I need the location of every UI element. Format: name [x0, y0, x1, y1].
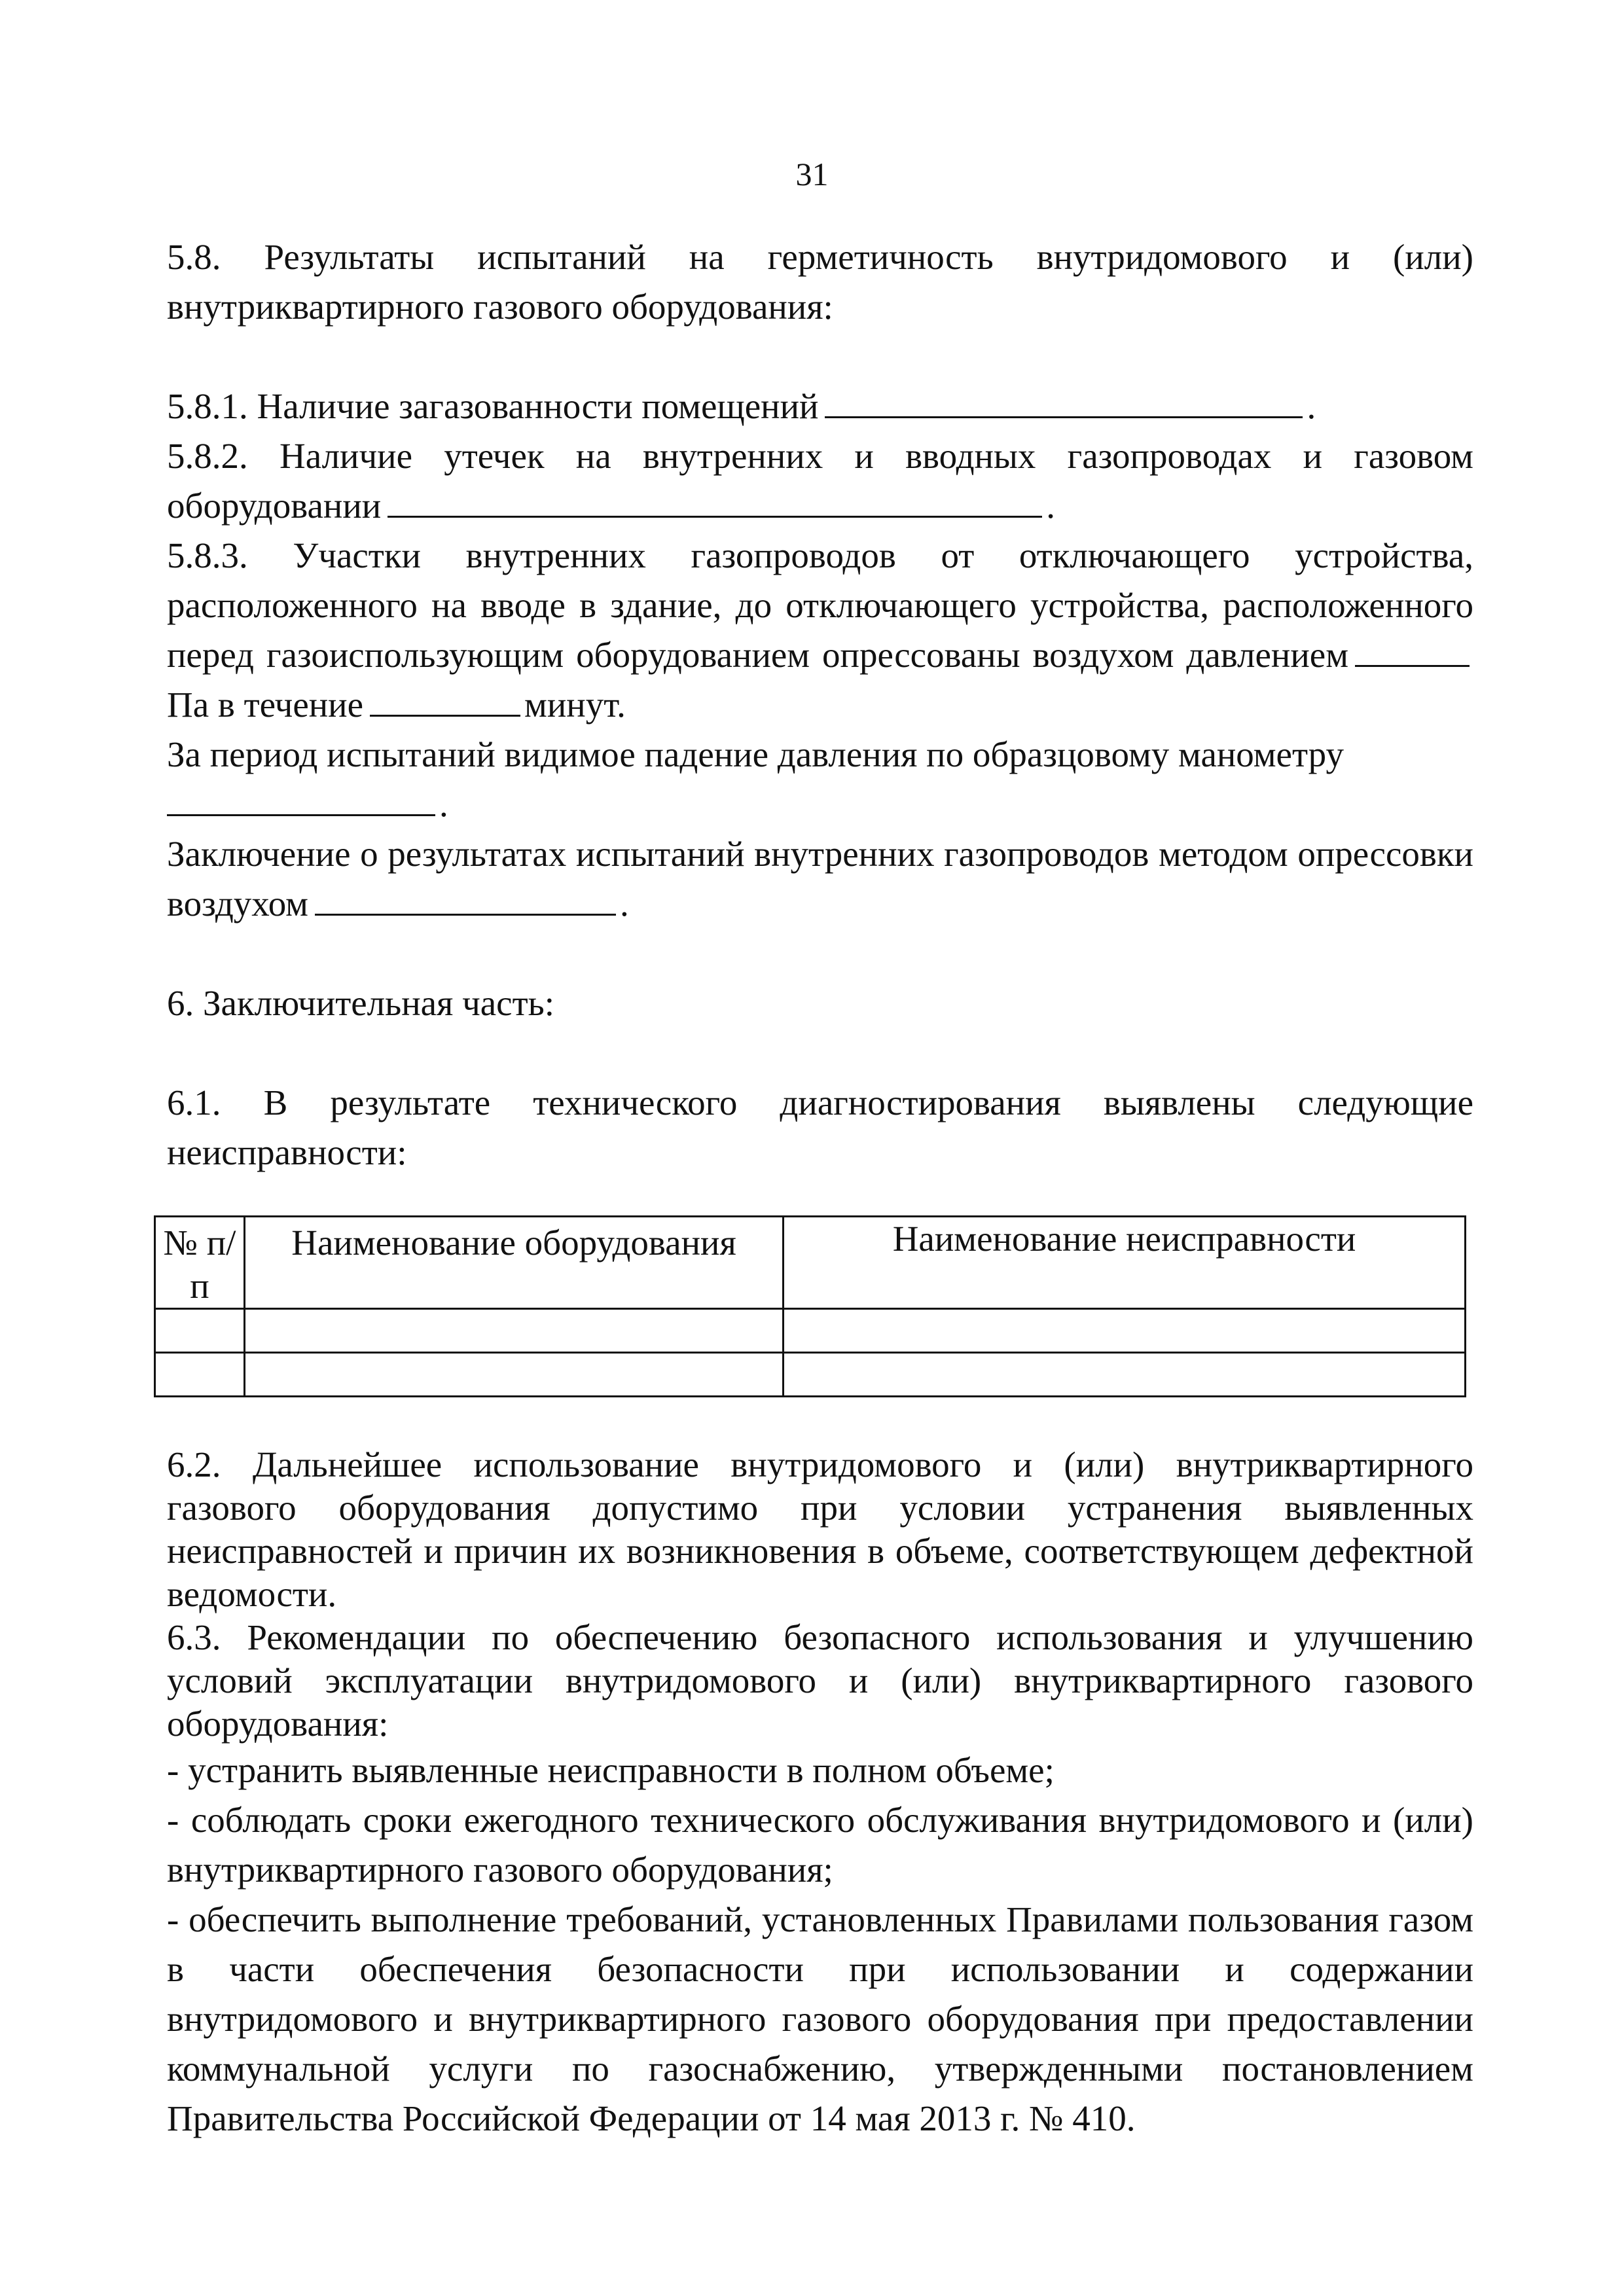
- minutes-label: минут.: [524, 685, 626, 725]
- section-5-8-3: [167, 531, 1473, 730]
- table-cell[interactable]: [784, 1353, 1466, 1397]
- recommendation-2: - соблюдать сроки ежегодного технического обслуживания внутридомового и (или) внутриквартирного газового оборудования;: [167, 1800, 1473, 1890]
- gas-contamination-field[interactable]: [825, 382, 1303, 418]
- conclusion-text: Заключение о результатах испытаний внутренних газопроводов методом опрессовки воздухом: [167, 834, 1473, 924]
- pressure-drop-text: За период испытаний видимое падение давления по образцовому манометру: [167, 734, 1344, 774]
- section-5-8-heading: 5.8. Результаты испытаний на герметичность внутридомового и (или) внутриквартирного газового оборудования:: [167, 237, 1473, 327]
- defects-table: [154, 1215, 1466, 1397]
- col-defect-header: Наименование неисправности: [784, 1217, 1466, 1309]
- table-cell[interactable]: [245, 1353, 784, 1397]
- conclusion: Заключение о результатах испытаний внутренних газопроводов методом опрессовки воздухом .: [167, 834, 1473, 924]
- section-6-1: 6.1. В результате технического диагностирования выявлены следующие неисправности:: [167, 1083, 1473, 1172]
- section-6-2: 6.2. Дальнейшее использование внутридомового и (или) внутриквартирного газового оборудования допустимо при условии устранения выявленных неисправностей и причин их возникновения в объеме, соответствующем дефектной ведомости.: [167, 1444, 1473, 1614]
- duration-field[interactable]: [370, 681, 520, 717]
- section-6-heading: 6. Заключительная часть:: [167, 983, 554, 1023]
- table-cell[interactable]: [245, 1309, 784, 1353]
- conclusion-field[interactable]: [315, 880, 616, 916]
- table-cell[interactable]: [155, 1353, 245, 1397]
- section-5-8-1: 5.8.1. Наличие загазованности помещений .: [167, 382, 1473, 431]
- pressure-unit-label: Па в течение: [167, 685, 364, 725]
- pressure-value-field[interactable]: [1355, 631, 1470, 667]
- pressure-drop-line: .: [167, 780, 1473, 829]
- page-number: 31: [795, 156, 829, 192]
- table-row: [155, 1309, 1466, 1353]
- table-header-row: [155, 1217, 1466, 1309]
- recommendation-1: - устранить выявленные неисправности в полном объеме;: [167, 1750, 1055, 1790]
- pressure-drop-field[interactable]: [167, 780, 435, 816]
- section-5-8-1-label: 5.8.1. Наличие загазованности помещений: [167, 386, 819, 426]
- section-5-8-3-text: 5.8.3. Участки внутренних газопроводов от отключающего устройства, расположенного на вводе в здание, до отключающего устройства, расположенного перед газоиспользующим оборудованием опрессованы воздухом давлением: [167, 535, 1473, 675]
- table-cell[interactable]: [155, 1309, 245, 1353]
- col-equipment-header: Наименование оборудования: [245, 1217, 784, 1309]
- document-body: [163, 232, 1473, 2144]
- table-row: [155, 1353, 1466, 1397]
- leaks-field[interactable]: [388, 482, 1042, 518]
- recommendation-3: - обеспечить выполнение требований, установленных Правилами пользования газом в части обеспечения безопасности при использовании и содержании внутридомового и внутриквартирного газового оборудования при предоставлении коммунальной услуги по газоснабжению, утвержденными постановлением Правительства Российской Федерации от 14 мая 2013 г. № 410.: [167, 1899, 1473, 2138]
- section-5-8-2-label: 5.8.2. Наличие утечек на внутренних и вводных газопроводах и газовом оборудовании: [167, 436, 1473, 526]
- section-5-8-2: 5.8.2. Наличие утечек на внутренних и вводных газопроводах и газовом оборудовании .: [167, 436, 1473, 526]
- section-6-3: 6.3. Рекомендации по обеспечению безопасного использования и улучшению условий эксплуатации внутридомового и (или) внутриквартирного газового оборудования:: [167, 1617, 1473, 1744]
- col-number-header: № п/п: [155, 1217, 245, 1309]
- table-cell[interactable]: [784, 1309, 1466, 1353]
